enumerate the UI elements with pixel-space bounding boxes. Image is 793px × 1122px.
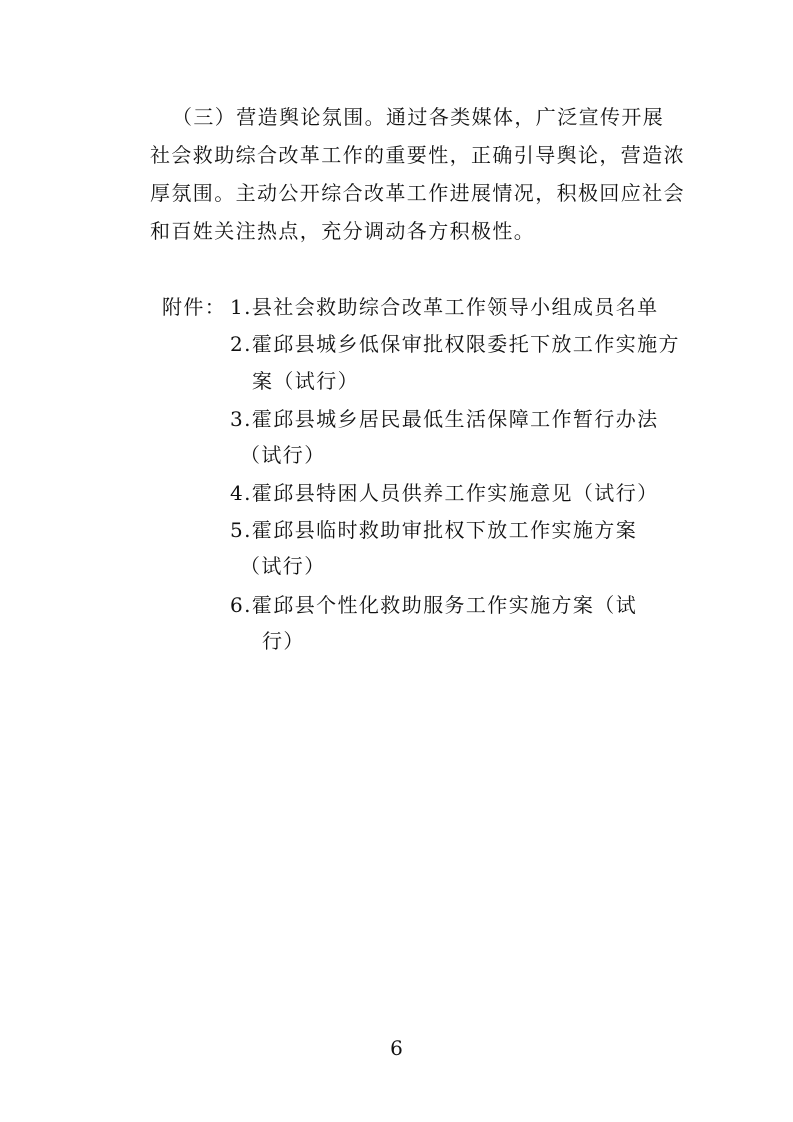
attachment-number: 4. — [230, 481, 252, 505]
attachment-item — [230, 290, 659, 324]
page-number: 6 — [390, 1036, 403, 1060]
attachment-title: 霍邱县个性化救助服务工作实施方案（试 — [251, 593, 638, 617]
attachment-title-continuation: （试行） — [240, 443, 326, 467]
attachments-label: 附件： — [162, 295, 227, 319]
attachment-number: 1. — [230, 295, 252, 319]
attachment-title: 霍邱县特困人员供养工作实施意见（试行） — [251, 481, 659, 505]
section-paragraph — [150, 98, 685, 250]
attachment-title-continuation: （试行） — [240, 554, 326, 578]
attachment-item — [230, 476, 659, 510]
attachment-number: 5. — [230, 518, 252, 542]
attachment-number: 3. — [230, 407, 252, 431]
paragraph-line: 社会救助综合改革工作的重要性，正确引导舆论，营造浓 — [150, 143, 685, 167]
attachment-item — [230, 327, 680, 361]
attachment-title-continuation: 案（试行） — [252, 369, 359, 393]
attachment-number: 6. — [230, 593, 252, 617]
paragraph-line: （三）营造舆论氛围。通过各类媒体，广泛宣传开展 — [172, 105, 665, 129]
attachment-item — [230, 402, 659, 436]
attachment-title: 霍邱县临时救助审批权下放工作实施方案 — [251, 518, 638, 542]
attachment-number: 2. — [230, 332, 252, 356]
attachment-item — [230, 588, 637, 622]
attachment-title-continuation: 行） — [262, 629, 305, 653]
attachment-title: 县社会救助综合改革工作领导小组成员名单 — [251, 295, 659, 319]
attachment-title: 霍邱县城乡低保审批权限委托下放工作实施方 — [251, 332, 680, 356]
paragraph-line: 和百姓关注热点，充分调动各方积极性。 — [150, 219, 536, 243]
attachment-item — [230, 513, 637, 547]
paragraph-line: 厚氛围。主动公开综合改革工作进展情况，积极回应社会 — [150, 181, 685, 205]
attachment-title: 霍邱县城乡居民最低生活保障工作暂行办法 — [251, 407, 659, 431]
